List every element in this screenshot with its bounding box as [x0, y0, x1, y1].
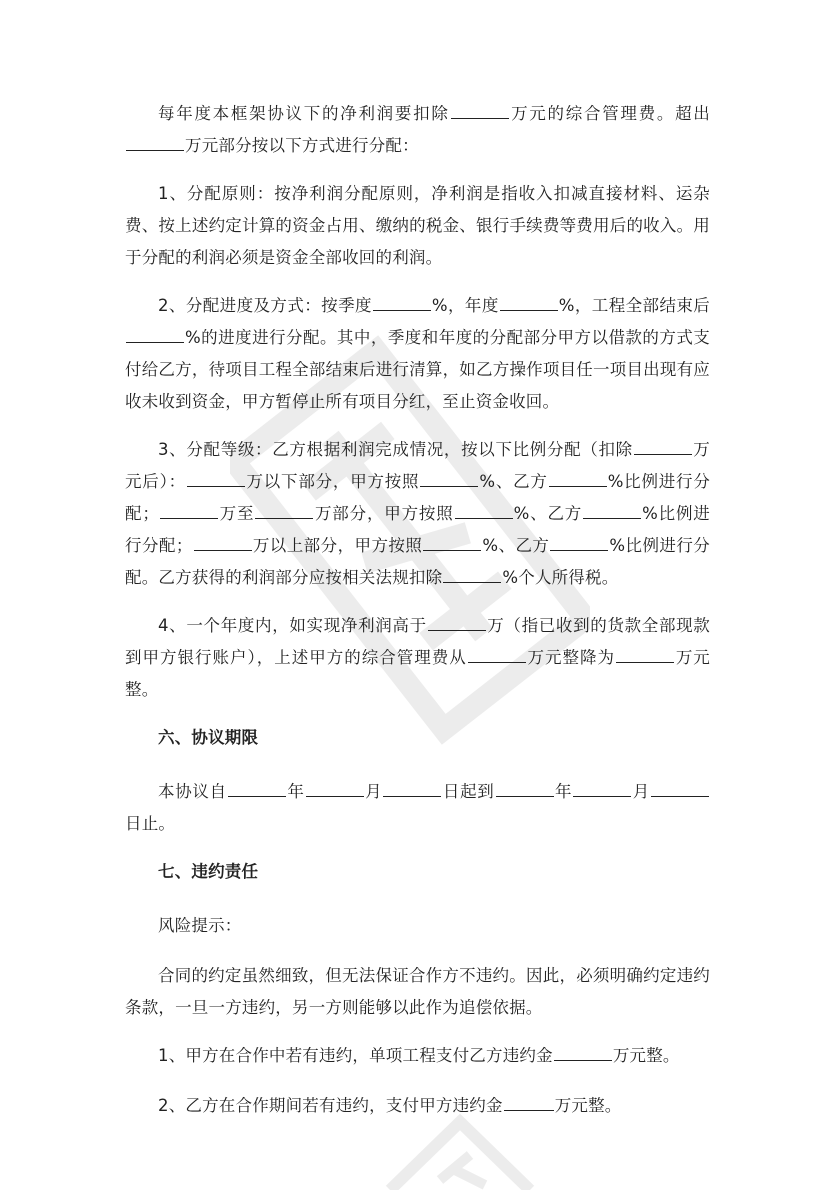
paragraph-clause-1: 1、分配原则：按净利润分配原则，净利润是指收入扣减直接材料、运杂费、按上述约定计算的资金占用、缴纳的税金、银行手续费等费用后的收入。用于分配的利润必须是资金全部收回的利润。 [125, 184, 710, 267]
paragraph-term: 本协议自 年 月 日起到 年 月日止。 [125, 776, 710, 840]
section-heading-liability: 七、违约责任 [158, 862, 259, 881]
fill-in-blank[interactable] [420, 468, 478, 487]
percent-sign: % [502, 568, 519, 587]
fill-in-blank[interactable] [616, 644, 674, 663]
fill-in-blank[interactable] [451, 100, 509, 119]
fill-in-blank[interactable] [554, 1042, 612, 1061]
clause-number: 4 [158, 616, 169, 635]
fill-in-blank[interactable] [468, 644, 526, 663]
fill-in-blank[interactable] [126, 324, 184, 343]
document-page [125, 98, 710, 1140]
risk-label: 风险提示： [158, 916, 242, 935]
paragraph-clause-3: 3、分配等级：乙方根据利润完成情况，按以下比例分配（扣除 万元后）： 万以下部分，甲方按照 %、乙方 %比例进行分配； 万至 万部分，甲方按照 %、乙方 %比例进行分配； 万以上部分，甲方按照 %、乙方 %比例进行分配。乙方获得的利润部分应按相关法规扣除 %个人所得税。 [125, 434, 710, 594]
percent-sign: % [513, 504, 530, 523]
clause-number: 2 [158, 296, 169, 315]
percent-sign: % [431, 296, 448, 315]
paragraph-clause-4: 4、一个年度内，如实现净利润高于 万（指已收到的货款全部现款到甲方银行账户），上述甲方的综合管理费从 万元整降为 万元整。 [125, 610, 710, 706]
clause-number: 2 [158, 1096, 169, 1115]
fill-in-blank[interactable] [549, 468, 607, 487]
fill-in-blank[interactable] [500, 292, 558, 311]
paragraph-intro: 每年度本框架协议下的净利润要扣除 万元的综合管理费。超出万元部分按以下方式进行分配： [125, 98, 710, 162]
fill-in-blank[interactable] [383, 778, 441, 797]
clause-number: 1 [158, 1046, 169, 1065]
section-heading-term: 六、协议期限 [158, 728, 259, 747]
fill-in-blank[interactable] [126, 132, 184, 151]
paragraph-clause-2: 2、分配进度及方式：按季度 %，年度 %，工程全部结束后%的进度进行分配。其中，季度和年度的分配部分甲方以借款的方式支付给乙方，待项目工程全部结束后进行清算，如乙方操作项目任一项目出现有应收未收到资金，甲方暂停止所有项目分红，至止资金收回。 [125, 290, 710, 418]
liability-clause-2: 2、乙方在合作期间若有违约，支付甲方违约金 万元整。 [125, 1090, 710, 1122]
percent-sign: % [607, 472, 624, 491]
clause-number: 1 [158, 184, 169, 203]
percent-sign: % [479, 472, 496, 491]
fill-in-blank[interactable] [423, 532, 481, 551]
fill-in-blank[interactable] [187, 468, 245, 487]
percent-sign: % [609, 536, 626, 555]
percent-sign: % [482, 536, 499, 555]
fill-in-blank[interactable] [443, 564, 501, 583]
fill-in-blank[interactable] [160, 500, 218, 519]
fill-in-blank[interactable] [194, 532, 252, 551]
fill-in-blank[interactable] [583, 500, 641, 519]
fill-in-blank[interactable] [634, 436, 692, 455]
fill-in-blank[interactable] [455, 500, 513, 519]
liability-clause-1: 1、甲方在合作中若有违约，单项工程支付乙方违约金 万元整。 [125, 1040, 710, 1072]
percent-sign: % [185, 328, 201, 347]
fill-in-blank[interactable] [496, 778, 554, 797]
fill-in-blank[interactable] [651, 778, 709, 797]
percent-sign: % [642, 504, 658, 523]
fill-in-blank[interactable] [573, 778, 631, 797]
fill-in-blank[interactable] [306, 778, 364, 797]
fill-in-blank[interactable] [550, 532, 608, 551]
clause-number: 3 [158, 440, 169, 459]
fill-in-blank[interactable] [504, 1092, 554, 1111]
percent-sign: % [558, 296, 575, 315]
fill-in-blank[interactable] [373, 292, 431, 311]
risk-text: 合同的约定虽然细致，但无法保证合作方不违约。因此，必须明确约定违约条款，一旦一方违约，另一方则能够以此作为追偿依据。 [125, 966, 710, 1017]
fill-in-blank[interactable] [255, 500, 313, 519]
fill-in-blank[interactable] [228, 778, 286, 797]
fill-in-blank[interactable] [428, 612, 486, 631]
